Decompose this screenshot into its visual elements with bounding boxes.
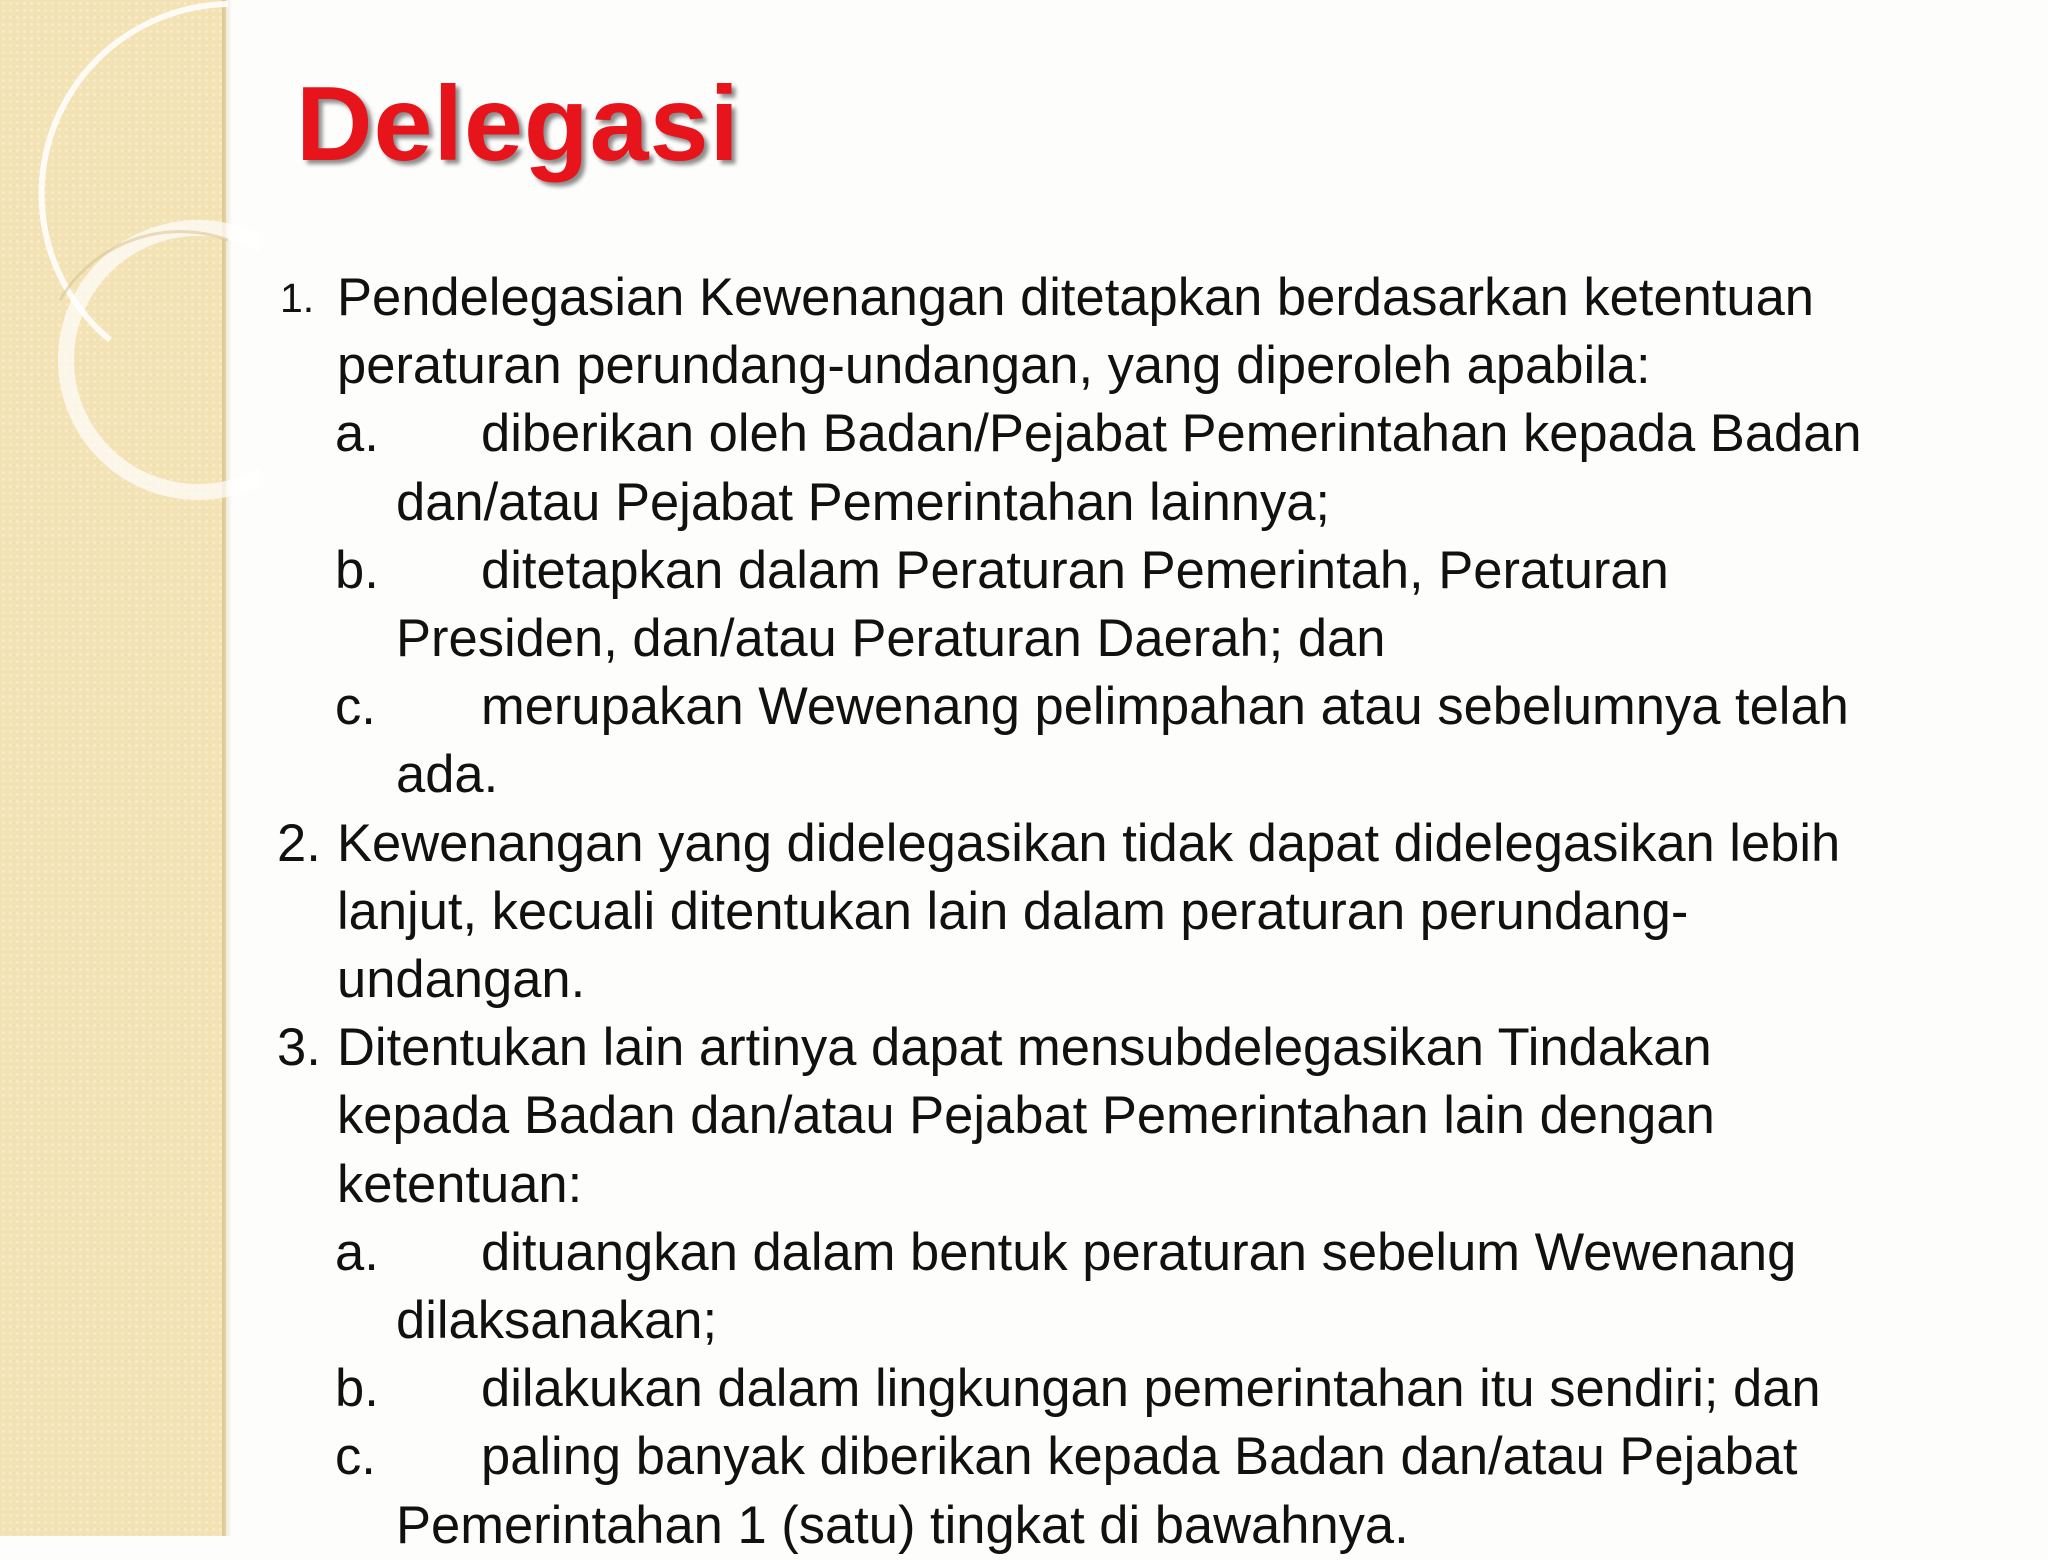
sub-item-line: ditetapkan dalam Peraturan Pemerintah, Peraturan	[481, 540, 1669, 600]
decorative-rings	[0, 0, 260, 520]
item-line: Kewenangan yang didelegasikan tidak dapat didelegasikan lebih	[337, 813, 1841, 873]
sub-item-letter: b.	[335, 1359, 379, 1419]
sub-item-letter: c.	[335, 1427, 376, 1487]
sub-item-line: Presiden, dan/atau Peraturan Daerah; dan	[396, 609, 1386, 669]
sub-item-line: dituangkan dalam bentuk peraturan sebelum Wewenang	[481, 1222, 1797, 1282]
sub-item-3c	[272, 1423, 2012, 1559]
sub-item-1c	[272, 673, 2012, 809]
item-number: 2.	[277, 813, 321, 873]
ring-arc-large	[42, 4, 228, 340]
list-item-1	[272, 264, 2012, 400]
sub-item-letter: a.	[335, 1222, 379, 1282]
item-line: ketentuan:	[337, 1154, 583, 1214]
sub-item-1b	[272, 537, 2012, 673]
sub-item-line: ada.	[396, 745, 499, 805]
item-line: kepada Badan dan/atau Pejabat Pemerintahan lain dengan	[337, 1086, 1715, 1146]
sub-item-letter: a.	[335, 404, 379, 464]
ring-circle-small	[66, 228, 260, 492]
sub-item-line: dilakukan dalam lingkungan pemerintahan itu sendiri; dan	[481, 1359, 1821, 1419]
sub-item-line: Pemerintahan 1 (satu) tingkat di bawahnya.	[396, 1495, 1409, 1555]
sub-item-letter: b.	[335, 540, 379, 600]
list-item-3	[272, 1014, 2012, 1219]
sub-item-1a	[272, 400, 2012, 536]
list-item-2	[272, 810, 2012, 1015]
sub-item-3b	[272, 1355, 2012, 1423]
item-line: lanjut, kecuali ditentukan lain dalam peraturan perundang-	[337, 881, 1689, 941]
item-line: Pendelegasian Kewenangan ditetapkan berdasarkan ketentuan	[337, 268, 1814, 327]
sub-item-line: merupakan Wewenang pelimpahan atau sebelumnya telah	[481, 677, 1849, 737]
sub-item-line: dilaksanakan;	[396, 1291, 718, 1351]
sub-item-3a	[272, 1219, 2012, 1355]
sub-item-line: dan/atau Pejabat Pemerintahan lainnya;	[396, 472, 1331, 532]
slide-content	[272, 264, 2012, 1560]
item-line: peraturan perundang-undangan, yang diperoleh apabila:	[337, 336, 1651, 396]
item-line: Ditentukan lain artinya dapat mensubdelegasikan Tindakan	[337, 1018, 1712, 1078]
sub-item-letter: c.	[335, 677, 376, 737]
item-number: 1.	[280, 275, 315, 321]
sub-item-line: paling banyak diberikan kepada Badan dan/atau Pejabat	[481, 1427, 1798, 1487]
item-number: 3.	[277, 1018, 321, 1078]
sub-item-line: diberikan oleh Badan/Pejabat Pemerintahan kepada Badan	[481, 404, 1862, 464]
item-line: undangan.	[337, 950, 586, 1010]
slide-title: Delegasi	[296, 65, 741, 183]
